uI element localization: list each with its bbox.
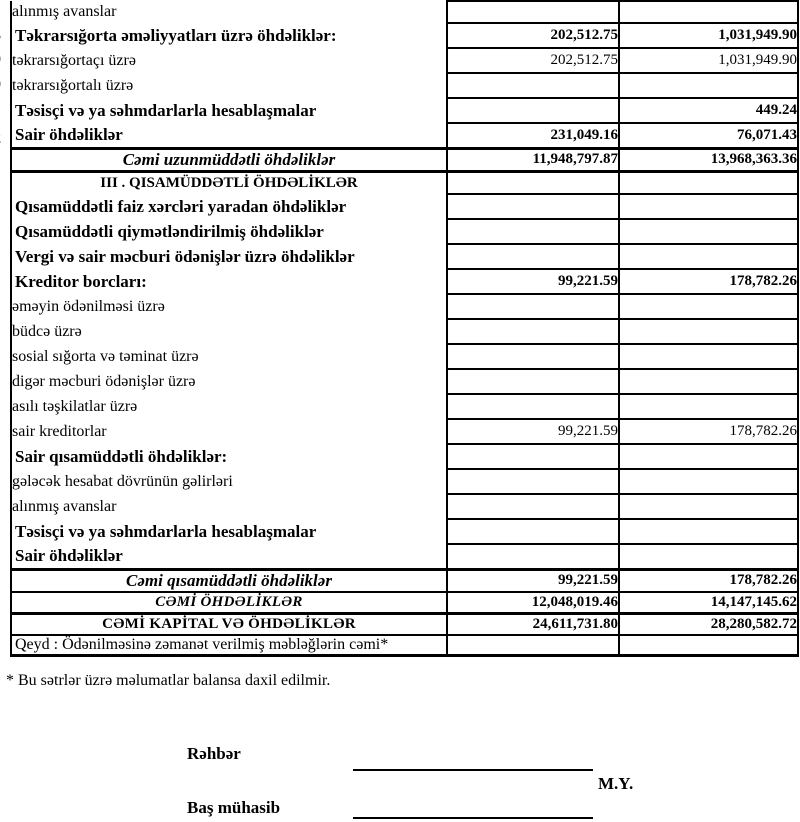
row-label-cell: Təkrarsığorta əməliyyatları üzrə öhdəliklər: — [11, 23, 447, 48]
table-row — [11, 469, 798, 494]
row-label-cell: alınmış avanslar — [11, 494, 447, 519]
row-code-fragment — [0, 28, 9, 44]
row-label-cell: sair kreditorlar — [11, 419, 447, 444]
value-col2-cell: 28,280,582.72 — [619, 614, 798, 635]
value-col1-cell — [447, 519, 619, 544]
table-row — [11, 123, 798, 148]
balance-table — [10, 0, 799, 657]
value-col1-cell — [447, 394, 619, 419]
row-code-fragment — [0, 5, 9, 21]
value-col2-cell: 178,782.26 — [619, 269, 798, 294]
value-col2-cell — [619, 294, 798, 319]
value-col1-cell — [447, 219, 619, 244]
value-col1-cell: 202,512.75 — [447, 48, 619, 73]
value-col2-cell — [619, 344, 798, 369]
accountant-label: Baş mühasib — [187, 798, 281, 817]
value-col2-cell: 1,031,949.90 — [619, 48, 798, 73]
row-code-fragment — [0, 77, 9, 93]
table-row — [11, 444, 798, 469]
value-col2-cell — [619, 519, 798, 544]
value-col2-cell: 449.24 — [619, 98, 798, 123]
value-col1-cell — [447, 544, 619, 569]
table-row — [11, 592, 798, 614]
value-col1-cell — [447, 294, 619, 319]
table-row — [11, 148, 798, 171]
value-col1-cell: 99,221.59 — [447, 569, 619, 592]
row-label-cell: gələcək hesabat dövrünün gəlirləri — [11, 469, 447, 494]
value-col2-cell — [619, 73, 798, 98]
value-col1-cell — [447, 494, 619, 519]
row-code-fragment — [0, 52, 9, 68]
table-row — [11, 369, 798, 394]
value-col2-cell — [619, 319, 798, 344]
row-label-cell: təkrarsığortaçı üzrə — [11, 48, 447, 73]
row-label-cell: Cəmi uzunmüddətli öhdəliklər — [11, 148, 447, 171]
row-label-cell: CƏMİ ÖHDƏLİKLƏR — [11, 592, 447, 614]
value-col1-cell — [447, 73, 619, 98]
row-label-cell: CƏMİ KAPİTAL VƏ ÖHDƏLİKLƏR — [11, 614, 447, 635]
table-row — [11, 544, 798, 569]
table-row — [11, 269, 798, 294]
value-col2-cell — [619, 369, 798, 394]
table-row — [11, 48, 798, 73]
value-col2-cell — [619, 171, 798, 194]
value-col1-cell — [447, 319, 619, 344]
value-col1-cell: 11,948,797.87 — [447, 148, 619, 171]
row-label-cell: Sair öhdəliklər — [11, 123, 447, 148]
value-col2-cell — [619, 244, 798, 269]
value-col1-cell: 99,221.59 — [447, 419, 619, 444]
table-row — [11, 494, 798, 519]
row-label-cell: təkrarsığortalı üzrə — [11, 73, 447, 98]
row-label-cell: Kreditor borcları: — [11, 269, 447, 294]
value-col1-cell — [447, 244, 619, 269]
table-row — [11, 614, 798, 635]
value-col1-cell: 231,049.16 — [447, 123, 619, 148]
table-row — [11, 98, 798, 123]
value-col2-cell: 76,071.43 — [619, 123, 798, 148]
value-col2-cell — [619, 544, 798, 569]
table-row — [11, 635, 798, 656]
value-col1-cell — [447, 635, 619, 656]
value-col1-cell: 99,221.59 — [447, 269, 619, 294]
value-col2-cell — [619, 194, 798, 219]
row-label-cell: Qısamüddətli faiz xərcləri yaradan öhdəliklər — [11, 194, 447, 219]
table-row — [11, 319, 798, 344]
row-label-cell: Qeyd : Ödənilməsinə zəmanət verilmiş məbləğlərin cəmi* — [11, 635, 447, 656]
seal-initials: M.Y. — [598, 774, 634, 793]
table-row — [11, 23, 798, 48]
table-row — [11, 194, 798, 219]
row-label-cell: digər məcburi ödənişlər üzrə — [11, 369, 447, 394]
value-col2-cell: 14,147,145.62 — [619, 592, 798, 614]
table-row — [11, 519, 798, 544]
row-label-cell: asılı təşkilatlar üzrə — [11, 394, 447, 419]
row-label-cell: Sair öhdəliklər — [11, 544, 447, 569]
clipped-row-code-fragments — [0, 0, 7, 668]
value-col2-cell: 178,782.26 — [619, 569, 798, 592]
table-row — [11, 294, 798, 319]
value-col1-cell — [447, 469, 619, 494]
table-row — [11, 219, 798, 244]
value-col1-cell — [447, 171, 619, 194]
table-row — [11, 394, 798, 419]
value-col2-cell: 13,968,363.36 — [619, 148, 798, 171]
table-row — [11, 419, 798, 444]
row-label-cell: əməyin ödənilməsi üzrə — [11, 294, 447, 319]
value-col1-cell — [447, 344, 619, 369]
value-col2-cell — [619, 494, 798, 519]
row-label-cell: Vergi və sair məcburi ödənişlər üzrə öhdəliklər — [11, 244, 447, 269]
value-col2-cell — [619, 635, 798, 656]
row-label-cell: III . QISAMÜDDƏTLİ ÖHDƏLİKLƏR — [11, 171, 447, 194]
value-col2-cell — [619, 219, 798, 244]
value-col1-cell — [447, 194, 619, 219]
value-col1-cell: 202,512.75 — [447, 23, 619, 48]
value-col1-cell — [447, 444, 619, 469]
table-row — [11, 73, 798, 98]
value-col1-cell: 12,048,019.46 — [447, 592, 619, 614]
row-label-cell: sosial sığorta və təminat üzrə — [11, 344, 447, 369]
value-col2-cell — [619, 394, 798, 419]
balance-table-body — [11, 1, 798, 656]
table-row — [11, 1, 798, 23]
row-code-fragment — [0, 131, 9, 147]
row-label-cell: büdcə üzrə — [11, 319, 447, 344]
table-row — [11, 171, 798, 194]
value-col1-cell — [447, 98, 619, 123]
value-col1-cell — [447, 369, 619, 394]
row-label-cell: Sair qısamüddətli öhdəliklər: — [11, 444, 447, 469]
value-col2-cell — [619, 444, 798, 469]
leader-signature-line — [353, 769, 593, 771]
value-col1-cell: 24,611,731.80 — [447, 614, 619, 635]
leader-label: Rəhbər — [187, 744, 241, 763]
value-col2-cell: 178,782.26 — [619, 419, 798, 444]
row-label-cell: Təsisçi və ya səhmdarlarla hesablaşmalar — [11, 98, 447, 123]
table-row — [11, 244, 798, 269]
value-col2-cell — [619, 469, 798, 494]
balance-footnote: * Bu sətrlər üzrə məlumatlar balansa daxil edilmir. — [6, 672, 331, 689]
table-row — [11, 569, 798, 592]
table-row — [11, 344, 798, 369]
value-col2-cell — [619, 1, 798, 23]
row-label-cell: Təsisçi və ya səhmdarlarla hesablaşmalar — [11, 519, 447, 544]
value-col1-cell — [447, 1, 619, 23]
row-label-cell: alınmış avanslar — [11, 1, 447, 23]
accountant-signature-line — [353, 817, 593, 819]
row-label-cell: Cəmi qısamüddətli öhdəliklər — [11, 569, 447, 592]
row-label-cell: Qısamüddətli qiymətləndirilmiş öhdəliklər — [11, 219, 447, 244]
value-col2-cell: 1,031,949.90 — [619, 23, 798, 48]
